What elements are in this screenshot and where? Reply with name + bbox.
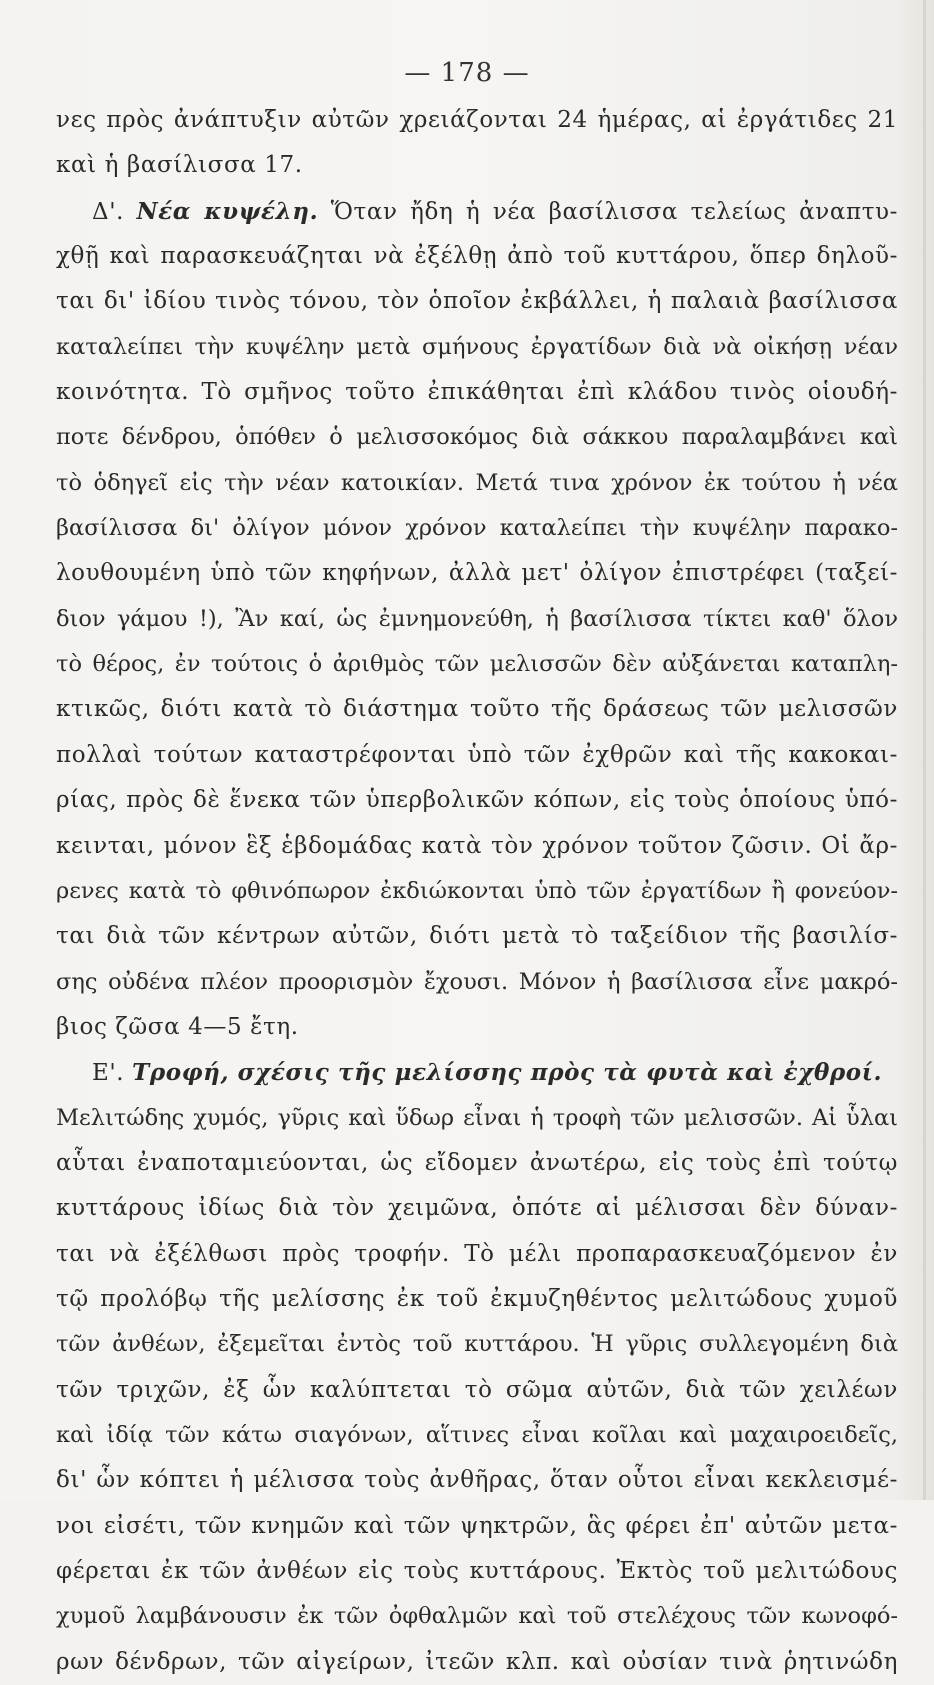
line-text: φέρεται ἐκ τῶν ἀνθέων εἰς τοὺς κυττάρους. Ἐκτὸς τοῦ μελιτώδους — [56, 1558, 898, 1584]
line-text: πολλαὶ τούτων καταστρέφονται ὑπὸ τῶν ἐχθρῶν καὶ τῆς κακοκαι- — [56, 741, 898, 768]
line-text: καὶ ἰδίᾳ τῶν κάτω σιαγόνων, αἵτινες εἶναι κοῖλαι καὶ μαχαιροειδεῖς, — [56, 1421, 898, 1448]
section-heading-line — [56, 1050, 898, 1095]
text-line — [56, 143, 898, 188]
section-number: Ε'. — [92, 1060, 125, 1087]
page-number: — 178 — — [404, 58, 530, 88]
text-line — [56, 1322, 898, 1367]
section-heading-line — [56, 189, 898, 234]
line-text: χυμοῦ λαμβάνουσιν ἐκ τῶν ὀφθαλμῶν καὶ τοῦ στελέχους τῶν κωνοφό- — [56, 1603, 898, 1630]
page-edge — [923, 0, 926, 1500]
text-line — [56, 1141, 898, 1186]
text-line — [56, 234, 898, 279]
line-text: ποτε δένδρου, ὁπόθεν ὁ μελισσοκόμος διὰ σάκκου παραλαμβάνει καὶ — [56, 424, 898, 451]
text-line — [56, 914, 898, 959]
text-line — [56, 778, 898, 823]
text-line — [56, 1549, 898, 1594]
text-line — [56, 960, 898, 1005]
line-text: χθῇ καὶ παρασκευάζηται νὰ ἐξέλθῃ ἀπὸ τοῦ κυττάρου, ὅπερ δηλοῦ- — [56, 243, 898, 270]
line-text: κεινται, μόνον ἓξ ἑβδομάδας κατὰ τὸν χρόνον τοῦτον ζῶσιν. Οἱ ἄρ- — [56, 832, 898, 859]
line-text: βασίλισσα δι' ὀλίγον μόνον χρόνον καταλείπει τὴν κυψέλην παρακο- — [56, 515, 898, 542]
text-line — [56, 370, 898, 415]
line-text: τὸ θέρος, ἐν τούτοις ὁ ἀριθμὸς τῶν μελισσῶν δὲν αὐξάνεται καταπλη- — [56, 651, 898, 678]
section-number: Δ'. — [92, 198, 125, 225]
section-title: Τροφή, σχέσις τῆς μελίσσης πρὸς τὰ φυτὰ καὶ ἐχθροί. — [132, 1059, 883, 1087]
text-line — [56, 869, 898, 914]
line-text: διον γάμου !), Ἂν καί, ὡς ἐμνημονεύθη, ἡ βασίλισσα τίκτει καθ' ὅλον — [56, 605, 898, 632]
line-text: ρων δένδρων, τῶν αἰγείρων, ἰτεῶν κλπ. καὶ οὐσίαν τινὰ ῥητινώδη — [56, 1648, 898, 1675]
line-text: ται διὰ τῶν κέντρων αὐτῶν, διότι μετὰ τὸ ταξείδιον τῆς βασιλίσ- — [56, 923, 898, 950]
line-text: Μελιτώδης χυμός, γῦρις καὶ ὕδωρ εἶναι ἡ τροφὴ τῶν μελισσῶν. Αἱ ὗλαι — [56, 1104, 898, 1131]
body-text — [56, 98, 898, 1685]
text-line — [56, 1504, 898, 1549]
text-line — [56, 733, 898, 778]
line-text: τῶν ἀνθέων, ἐξεμεῖται ἐντὸς τοῦ κυττάρου. Ἡ γῦρις συλλεγομένη διὰ — [56, 1331, 898, 1358]
line-text: δι' ὧν κόπτει ἡ μέλισσα τοὺς ἀνθῆρας, ὅταν οὗτοι εἶναι κεκλεισμέ- — [56, 1467, 898, 1494]
text-line — [56, 687, 898, 732]
text-line — [56, 1458, 898, 1503]
section-title: Νέα κυψέλη. — [136, 197, 319, 225]
line-text: νες πρὸς ἀνάπτυξιν αὐτῶν χρειάζονται 24 ἡμέρας, αἱ ἐργάτιδες 21 — [56, 107, 898, 133]
line-text: βιος ζῶσα 4—5 ἔτη. — [56, 1013, 299, 1040]
text-line — [56, 1005, 898, 1050]
line-text: ται νὰ ἐξέλθωσι πρὸς τροφήν. Τὸ μέλι προπαρασκευαζόμενον ἐν — [56, 1240, 898, 1267]
line-text: σης οὐδένα πλέον προορισμὸν ἔχουσι. Μόνον ἡ βασίλισσα εἶνε μακρό- — [56, 968, 898, 995]
text-line — [56, 325, 898, 370]
line-text: αὗται ἐναποταμιεύονται, ὡς εἴδομεν ἀνωτέρω, εἰς τοὺς ἐπὶ τούτῳ — [56, 1149, 898, 1176]
line-text: καὶ ἡ βασίλισσα 17. — [56, 152, 303, 179]
text-line — [56, 279, 898, 324]
line-text: ρενες κατὰ τὸ φθινόπωρον ἐκδιώκονται ὑπὸ τῶν ἐργατίδων ἢ φονεύον- — [56, 877, 898, 904]
line-text: ρίας, πρὸς δὲ ἕνεκα τῶν ὑπερβολικῶν κόπων, εἰς τοὺς ὁποίους ὑπό- — [56, 787, 898, 814]
line-text: ται δι' ἰδίου τινὸς τόνου, τὸν ὁποῖον ἐκβάλλει, ἡ παλαιὰ βασίλισσα — [56, 288, 898, 315]
text-line — [56, 1594, 898, 1639]
text-line — [56, 1277, 898, 1322]
line-text: τὸ ὁδηγεῖ εἰς τὴν νέαν κατοικίαν. Μετά τινα χρόνον ἐκ τούτου ἡ νέα — [56, 469, 898, 496]
line-text: κυττάρους ἰδίως διὰ τὸν χειμῶνα, ὁπότε αἱ μέλισσαι δὲν δύναν- — [56, 1195, 898, 1222]
text-line — [56, 551, 898, 596]
text-line — [56, 642, 898, 687]
line-text: κτικῶς, διότι κατὰ τὸ διάστημα τοῦτο τῆς δράσεως τῶν μελισσῶν — [56, 696, 898, 723]
text-line — [56, 415, 898, 460]
text-line — [56, 98, 898, 143]
text-line — [56, 1368, 898, 1413]
line-text: κοινότητα. Τὸ σμῆνος τοῦτο ἐπικάθηται ἐπὶ κλάδου τινὸς οἱουδή- — [56, 379, 898, 406]
line-text: νοι εἰσέτι, τῶν κνημῶν καὶ τῶν ψηκτρῶν, ἃς φέρει ἐπ' αὐτῶν μετα- — [56, 1512, 898, 1539]
text-line — [56, 597, 898, 642]
text-line — [56, 506, 898, 551]
line-text: Ὅταν ἤδη ἡ νέα βασίλισσα τελείως ἀναπτυ- — [330, 198, 898, 225]
text-line — [56, 824, 898, 869]
line-text: λουθουμένη ὑπὸ τῶν κηφήνων, ἀλλὰ μετ' ὀλίγον ἐπιστρέφει (ταξεί- — [56, 560, 898, 587]
text-line — [56, 1413, 898, 1458]
line-text: τῷ προλόβῳ τῆς μελίσσης ἐκ τοῦ ἐκμυζηθέντος μελιτώδους χυμοῦ — [56, 1285, 898, 1312]
text-line — [56, 1186, 898, 1231]
text-line — [56, 1232, 898, 1277]
text-line — [56, 1096, 898, 1141]
line-text: καταλείπει τὴν κυψέλην μετὰ σμήνους ἐργατίδων διὰ νὰ οἰκήσῃ νέαν — [56, 333, 898, 360]
text-line — [56, 461, 898, 506]
text-line — [56, 1640, 898, 1685]
line-text: τῶν τριχῶν, ἐξ ὧν καλύπτεται τὸ σῶμα αὐτῶν, διὰ τῶν χειλέων — [56, 1376, 898, 1403]
